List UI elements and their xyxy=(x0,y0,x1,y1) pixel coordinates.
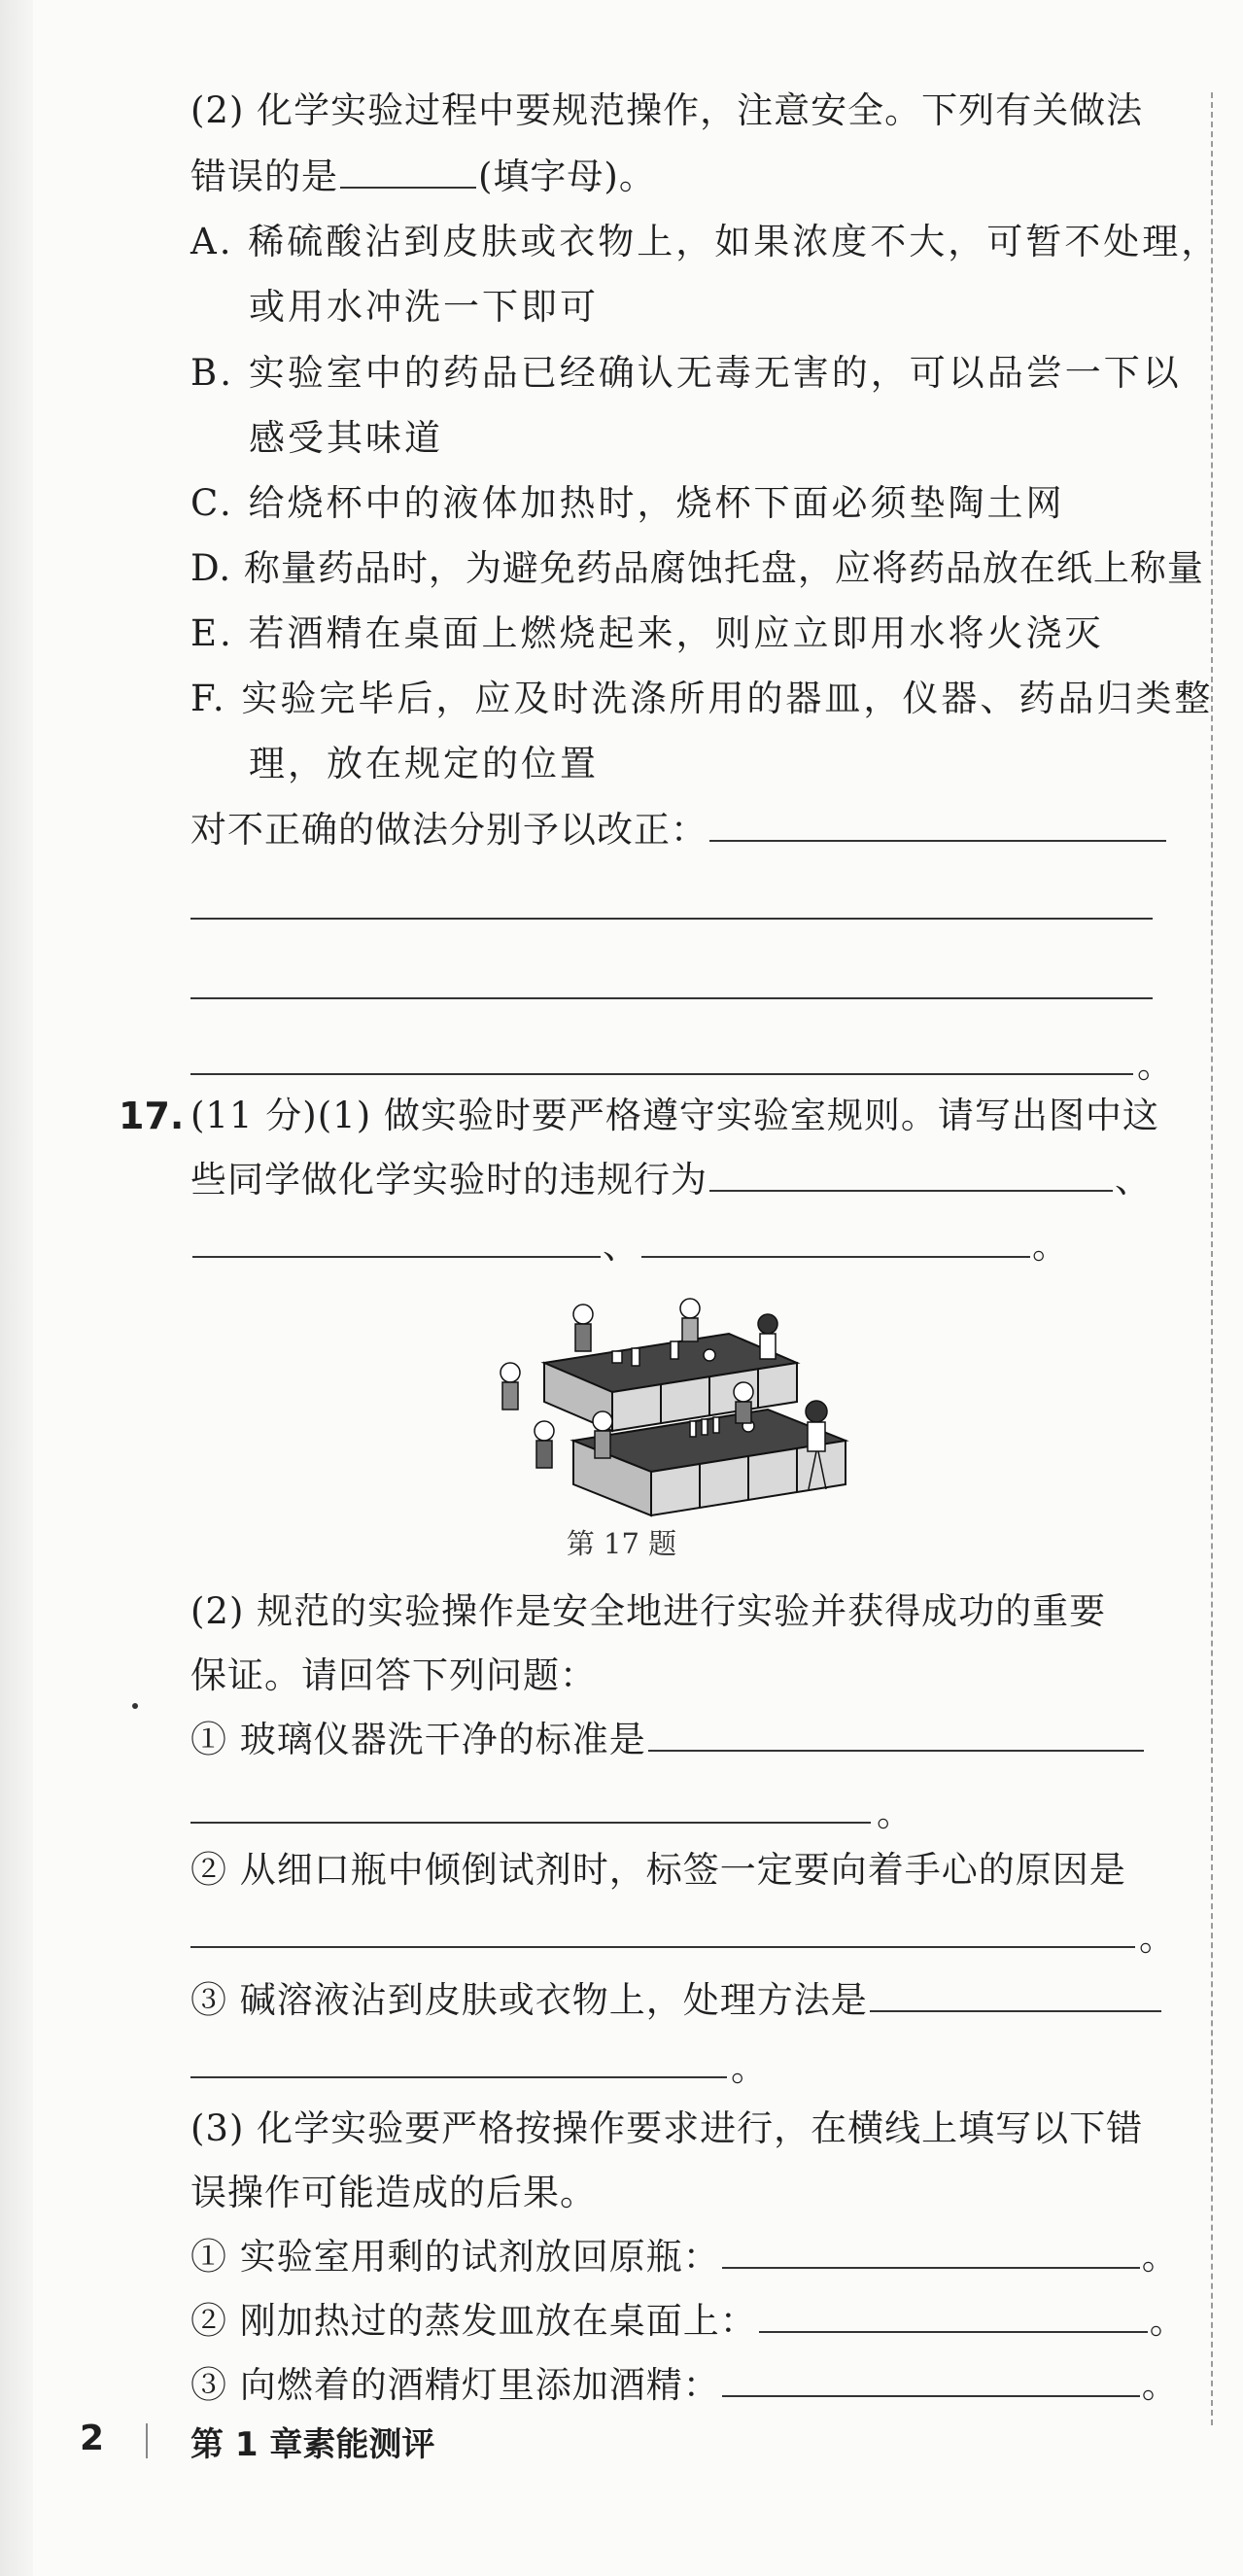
answer-blank-clean-glass[interactable] xyxy=(648,1717,1144,1752)
q16-stem-suffix: (填字母)。 xyxy=(478,156,656,197)
option-c: C. 给烧杯中的液体加热时，烧杯下面必须垫陶土网 xyxy=(190,482,1065,524)
q17-part1-prefix: 些同学做化学实验时的违规行为 xyxy=(190,1159,708,1201)
line-period: 。 xyxy=(1139,1917,1175,1959)
page-number: 2 xyxy=(80,2419,105,2458)
page-edge xyxy=(0,0,33,2576)
answer-blank-dish[interactable] xyxy=(759,2298,1148,2333)
footer-divider xyxy=(146,2423,148,2458)
option-f-line2: 理，放在规定的位置 xyxy=(249,743,599,784)
q17-part3-q1 xyxy=(190,2234,1179,2280)
section-title: 第 1 章素能测评 xyxy=(190,2425,435,2464)
answer-blank-lamp[interactable] xyxy=(722,2362,1140,2397)
line-period: 。 xyxy=(731,2047,767,2089)
q16-stem-line1: (2) 化学实验过程中要规范操作，注意安全。下列有关做法 xyxy=(190,89,1144,131)
figure-caption: 第 17 题 xyxy=(566,1527,677,1560)
option-a-line2: 或用水冲洗一下即可 xyxy=(249,286,599,328)
correction-blank-4[interactable] xyxy=(190,1073,1133,1075)
q17-part1-line1: (11 分)(1) 做实验时要严格遵守实验室规则。请写出图中这 xyxy=(190,1095,1159,1136)
option-e: E. 若酒精在桌面上燃烧起来，则应立即用水将火浇灭 xyxy=(190,612,1104,654)
q17-part3-line1: (3) 化学实验要严格按操作要求进行，在横线上填写以下错 xyxy=(190,2107,1144,2149)
correction-period: 。 xyxy=(1137,1044,1173,1086)
q17-part3-q1-text: ① 实验室用剩的试剂放回原瓶： xyxy=(190,2236,720,2278)
violation-blank-2[interactable] xyxy=(192,1223,601,1258)
line-period: 。 xyxy=(1141,2236,1179,2278)
separator-comma: 、 xyxy=(603,1225,639,1267)
line-period: 。 xyxy=(1141,2364,1179,2406)
q17-part1-line3 xyxy=(190,1223,1069,1270)
question-number-17: 17. xyxy=(119,1095,185,1137)
q17-part2-q2: ② 从细口瓶中倾倒试剂时，标签一定要向着手心的原因是 xyxy=(190,1849,1126,1891)
answer-blank-q16[interactable] xyxy=(340,154,476,189)
answer-blank-alkali[interactable] xyxy=(870,1977,1161,2012)
q17-part2-line2: 保证。请回答下列问题： xyxy=(190,1654,597,1696)
answer-blank-label-reason[interactable] xyxy=(190,1946,1135,1948)
separator-comma: 、 xyxy=(1115,1159,1152,1201)
q17-part1-line2 xyxy=(190,1157,1152,1203)
q17-part3-line2: 误操作可能造成的后果。 xyxy=(190,2172,597,2213)
q16-stem-line2 xyxy=(190,154,656,200)
violation-blank-3[interactable] xyxy=(641,1223,1030,1258)
q17-part3-q2 xyxy=(190,2298,1187,2345)
margin-rule xyxy=(1211,92,1213,2425)
answer-blank-reagent[interactable] xyxy=(722,2234,1140,2269)
option-d: D. 称量药品时，为避免药品腐蚀托盘，应将药品放在纸上称量 xyxy=(190,547,1204,589)
q17-part2-q1 xyxy=(190,1717,1146,1763)
q17-part3-q3 xyxy=(190,2362,1179,2409)
option-b-line1: B. 实验室中的药品已经确认无毒无害的，可以品尝一下以 xyxy=(190,352,1182,394)
line-period: 。 xyxy=(1149,2300,1187,2342)
correction-prompt: 对不正确的做法分别予以改正： xyxy=(190,809,708,851)
correction-blank-1[interactable] xyxy=(709,807,1166,842)
correction-line xyxy=(190,807,1168,853)
line-period: 。 xyxy=(877,1793,913,1834)
q17-part2-q3-text: ③ 碱溶液沾到皮肤或衣物上，处理方法是 xyxy=(190,1979,868,2021)
option-f-line1: F. 实验完毕后，应及时洗涤所用的器皿，仪器、药品归类整 xyxy=(190,678,1214,719)
margin-dot xyxy=(132,1703,138,1709)
q17-part2-q1-text: ① 玻璃仪器洗干净的标准是 xyxy=(190,1719,646,1760)
correction-blank-2[interactable] xyxy=(190,918,1153,920)
answer-blank-alkali-2[interactable] xyxy=(190,2076,727,2078)
lab-illustration xyxy=(486,1295,875,1518)
q17-part3-q2-text: ② 刚加热过的蒸发皿放在桌面上： xyxy=(190,2300,757,2342)
correction-blank-3[interactable] xyxy=(190,997,1153,999)
option-a-line1: A. 稀硫酸沾到皮肤或衣物上，如果浓度不大，可暂不处理， xyxy=(190,221,1221,262)
answer-blank-clean-glass-2[interactable] xyxy=(190,1822,871,1824)
q17-part2-q3 xyxy=(190,1977,1163,2024)
option-b-line2: 感受其味道 xyxy=(249,417,443,459)
q16-stem-prefix: 错误的是 xyxy=(190,156,338,197)
line-period: 。 xyxy=(1032,1225,1069,1267)
q17-part3-q3-text: ③ 向燃着的酒精灯里添加酒精： xyxy=(190,2364,720,2406)
q17-part2-line1: (2) 规范的实验操作是安全地进行实验并获得成功的重要 xyxy=(190,1590,1107,1632)
violation-blank-1[interactable] xyxy=(709,1157,1113,1192)
